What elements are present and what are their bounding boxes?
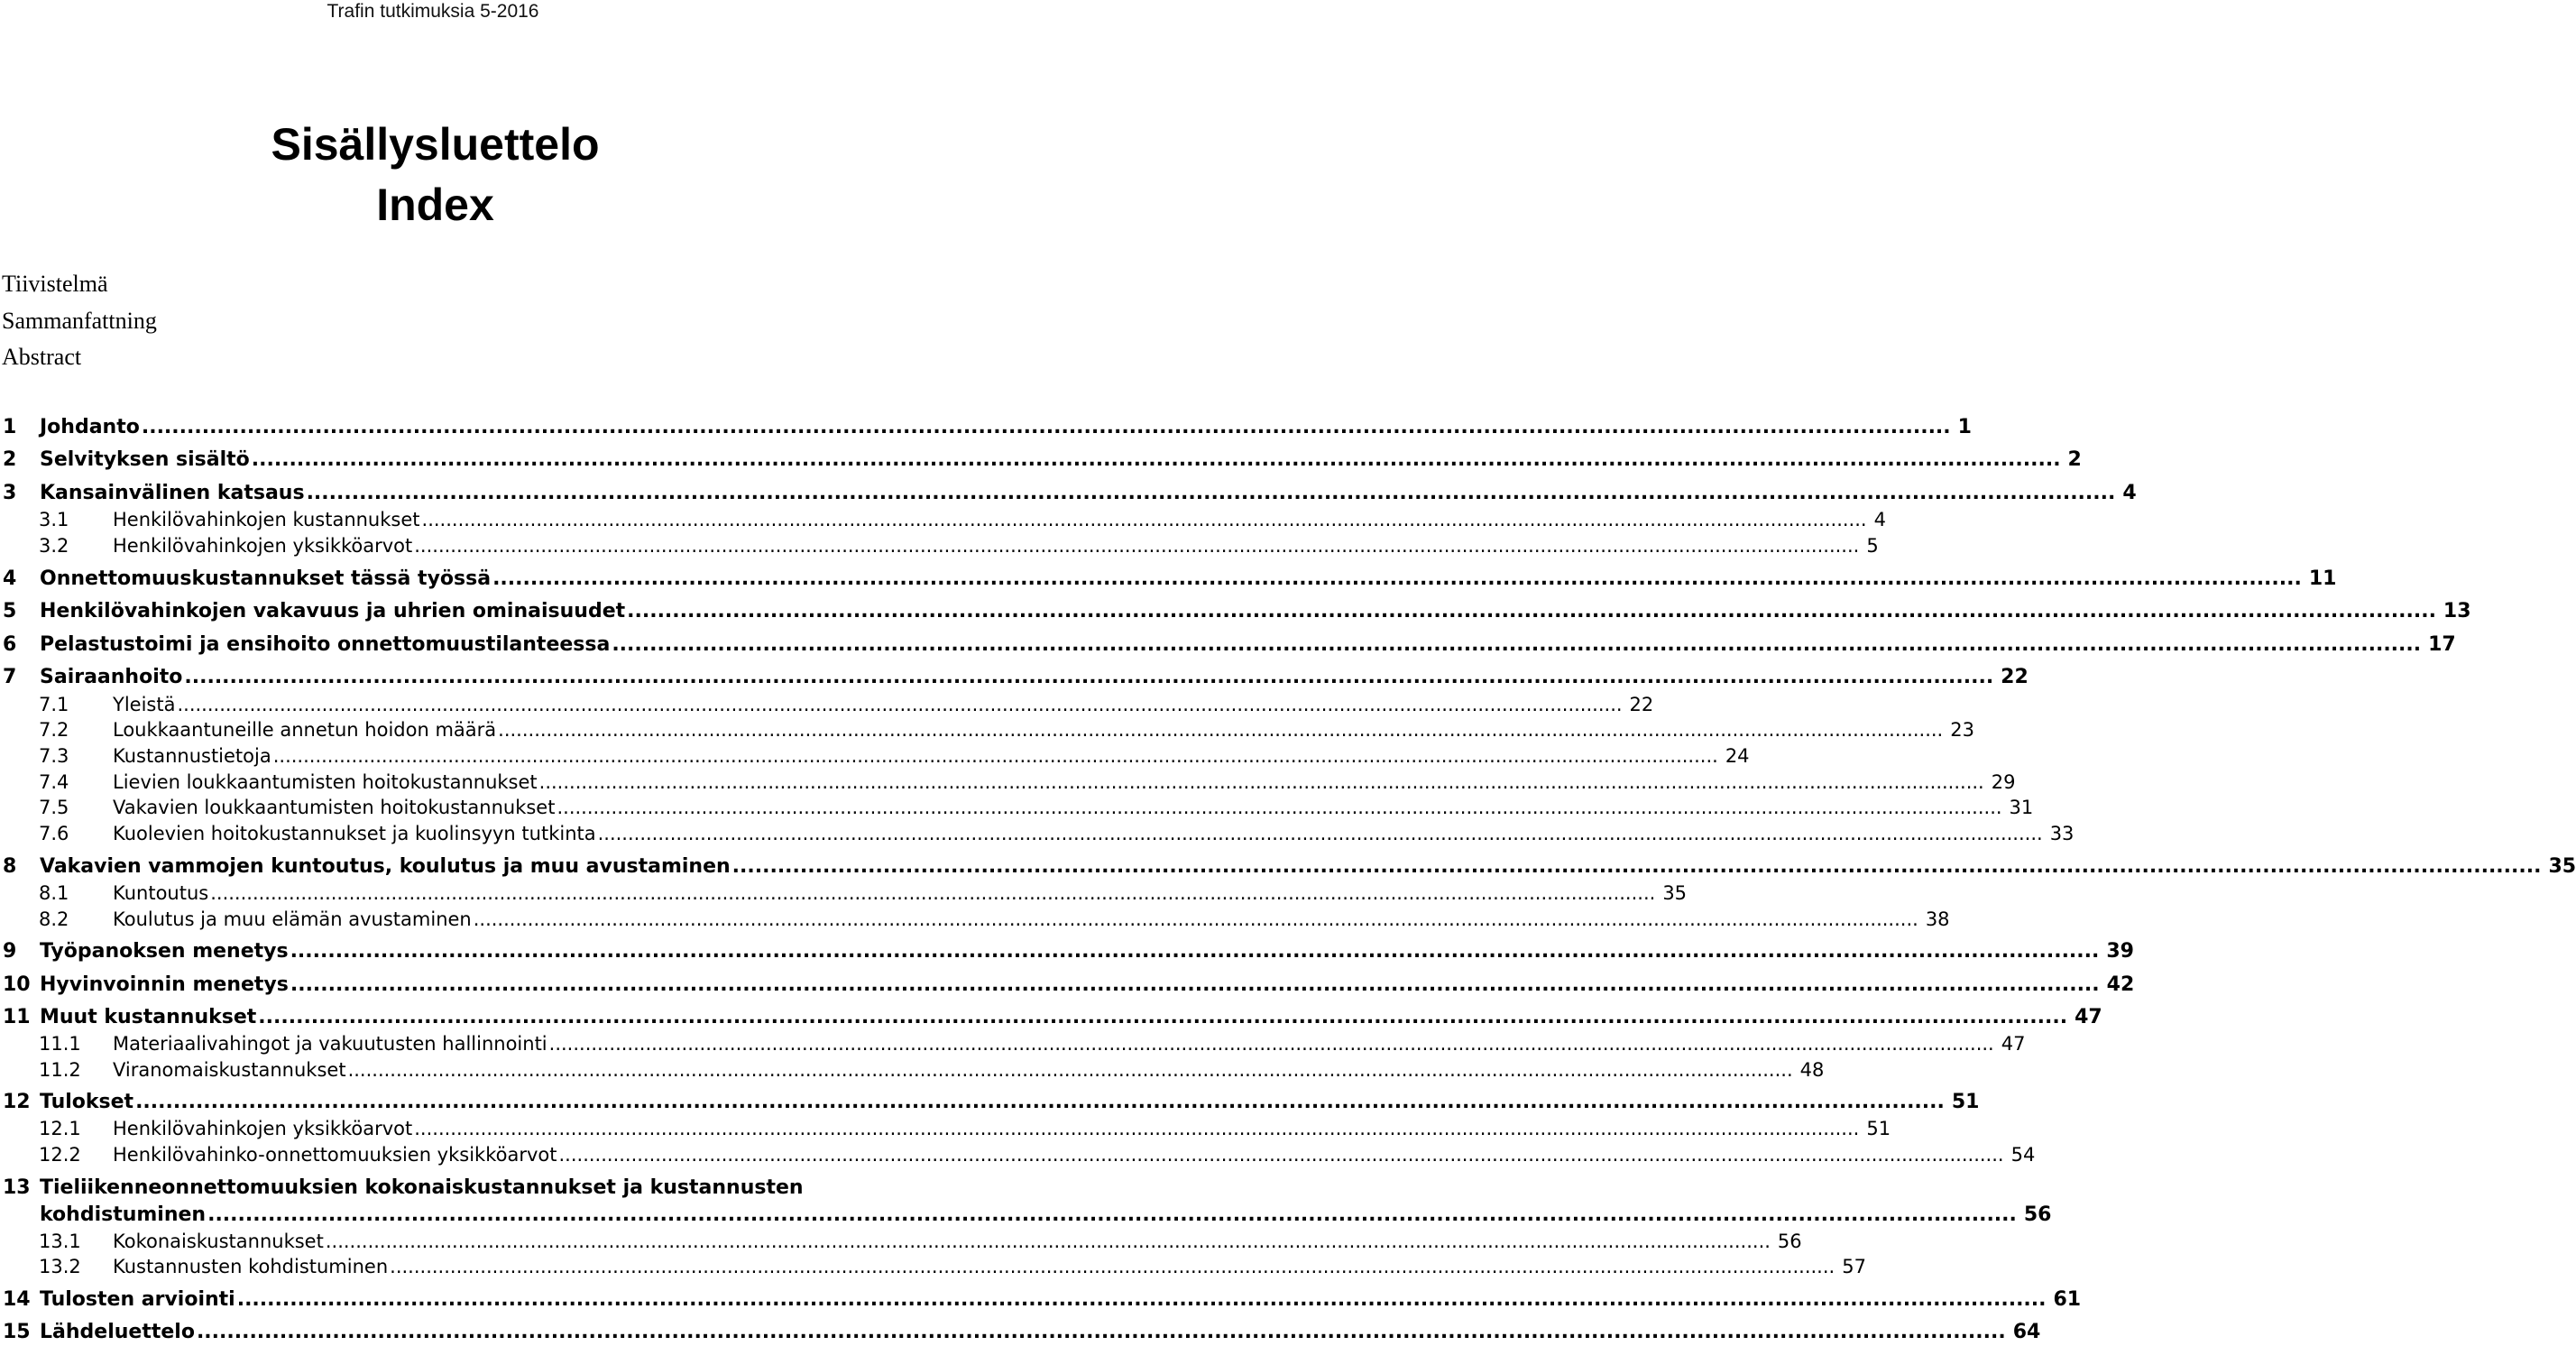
toc-entry-13-2[interactable] — [0, 1254, 1866, 1280]
toc-label: Pelastustoimi ja ensihoito onnettomuustilanteessa — [40, 633, 611, 656]
toc-entry-8[interactable] — [0, 853, 2576, 880]
toc-leader — [324, 1229, 1772, 1255]
toc-entry-7-5[interactable] — [0, 795, 2034, 821]
toc-leader — [555, 795, 2003, 821]
toc-page: 33 — [2049, 823, 2075, 844]
toc-page: 48 — [1799, 1059, 1825, 1081]
toc-leader — [412, 1116, 1861, 1142]
toc-entry-14[interactable] — [0, 1286, 2082, 1314]
toc-entry-7-2[interactable] — [0, 717, 1974, 743]
toc-leader — [420, 507, 1869, 533]
toc-leader — [388, 1254, 1836, 1280]
toc-leader — [208, 880, 1657, 907]
toc-entry-6[interactable] — [0, 632, 2456, 659]
toc-leader — [289, 972, 2102, 999]
toc-leader — [491, 566, 2304, 593]
toc-label: Henkilövahinko-onnettomuuksien yksikköarvot — [113, 1144, 557, 1166]
toc-leader — [596, 821, 2045, 847]
toc-number: 2 — [3, 448, 17, 471]
toc-label: Yleistä — [113, 694, 176, 715]
toc-leader — [472, 907, 1920, 933]
toc-page: 56 — [1777, 1231, 1802, 1252]
toc-leader — [271, 743, 1720, 770]
toc-leader — [182, 664, 1995, 691]
toc-entry-11[interactable] — [0, 1004, 2102, 1031]
toc-number: 8.1 — [39, 882, 69, 904]
toc-number: 7.6 — [39, 823, 69, 844]
toc-number: 1 — [3, 416, 17, 438]
toc-label: Kustannustietoja — [113, 745, 271, 767]
toc-entry-12[interactable] — [0, 1089, 1980, 1116]
toc-page: 35 — [2548, 855, 2576, 878]
toc-page: 17 — [2428, 633, 2456, 656]
toc-entry-7[interactable] — [0, 664, 2029, 691]
front-matter-abstract[interactable]: Abstract — [2, 344, 82, 370]
toc-number: 3.1 — [39, 509, 69, 530]
toc-entry-13-line1[interactable] — [0, 1175, 863, 1202]
toc-leader — [250, 447, 2063, 474]
toc-page: 47 — [2075, 1006, 2102, 1028]
toc-label: Materiaalivahingot ja vakuutusten hallinnointi — [113, 1033, 547, 1055]
toc-label: Henkilövahinkojen vakavuus ja uhrien ominaisuudet — [40, 600, 626, 622]
running-header: Trafin tutkimuksia 5-2016 — [327, 1, 539, 22]
toc-page: 11 — [2308, 567, 2337, 590]
toc-number: 7.3 — [39, 745, 69, 767]
toc-entry-4[interactable] — [0, 566, 2337, 593]
toc-number: 7.1 — [39, 694, 69, 715]
toc-leader — [610, 632, 2423, 659]
toc-entry-8-2[interactable] — [0, 907, 1950, 933]
front-matter-tiivistelma[interactable]: Tiivistelmä — [2, 271, 108, 297]
toc-number: 13 — [3, 1176, 31, 1199]
toc-label: Kuntoutus — [113, 882, 209, 904]
toc-number: 9 — [3, 940, 17, 963]
toc-label: Vakavien vammojen kuntoutus, koulutus ja muu avustaminen — [40, 855, 731, 878]
toc-page: 22 — [2001, 666, 2029, 688]
toc-entry-3[interactable] — [0, 480, 2137, 507]
toc-page: 1 — [1957, 416, 1972, 438]
toc-page: 38 — [1925, 908, 1950, 930]
toc-page: 24 — [1725, 745, 1750, 767]
toc-page: 39 — [2106, 940, 2134, 963]
toc-label: Kansainvälinen katsaus — [40, 482, 305, 504]
toc-leader — [140, 414, 1953, 441]
toc-leader — [412, 533, 1861, 559]
toc-entry-7-3[interactable] — [0, 743, 1750, 770]
toc-entry-2[interactable] — [0, 447, 2082, 474]
toc-entry-1[interactable] — [0, 414, 1972, 441]
toc-entry-11-1[interactable] — [0, 1031, 2026, 1057]
toc-leader — [547, 1031, 1996, 1057]
toc-label: Loukkaantuneille annetun hoidon määrä — [113, 719, 497, 741]
toc-label: Selvityksen sisältö — [40, 448, 250, 471]
toc-leader — [235, 1286, 2048, 1314]
toc-label: Viranomaiskustannukset — [113, 1059, 346, 1081]
toc-entry-7-6[interactable] — [0, 821, 2075, 847]
toc-label: Lähdeluettelo — [40, 1321, 195, 1343]
toc-entry-7-4[interactable] — [0, 770, 2016, 796]
toc-label-continued: kohdistuminen — [40, 1203, 207, 1226]
toc-number: 12.1 — [39, 1118, 81, 1139]
toc-leader — [206, 1202, 2019, 1229]
toc-number: 11.2 — [39, 1059, 81, 1081]
toc-entry-13[interactable] — [0, 1202, 2052, 1229]
toc-number: 12 — [3, 1091, 31, 1113]
toc-label: Tulokset — [40, 1091, 134, 1113]
toc-number: 7 — [3, 666, 17, 688]
toc-number: 11 — [3, 1006, 31, 1028]
toc-leader — [133, 1089, 1946, 1116]
toc-number: 13.1 — [39, 1231, 81, 1252]
toc-entry-12-2[interactable] — [0, 1142, 2036, 1168]
toc-label: Kuolevien hoitokustannukset ja kuolinsyyn tutkinta — [113, 823, 596, 844]
page-title: Sisällysluettelo — [271, 119, 600, 170]
toc-entry-5[interactable] — [0, 598, 2471, 625]
toc-page: 5 — [1866, 535, 1879, 557]
toc-page: 31 — [2009, 797, 2034, 818]
toc-number: 5 — [3, 600, 17, 622]
toc-page: 56 — [2023, 1203, 2052, 1226]
toc-entry-13-1[interactable] — [0, 1229, 1802, 1255]
toc-page: 54 — [2010, 1144, 2036, 1166]
toc-leader — [731, 853, 2544, 880]
toc-leader — [195, 1319, 2008, 1346]
toc-page: 13 — [2443, 600, 2471, 622]
toc-label: Tulosten arviointi — [40, 1288, 235, 1311]
toc-page: 42 — [2106, 973, 2135, 996]
toc-leader — [538, 770, 1986, 796]
toc-label: Onnettomuuskustannukset tässä työssä — [40, 567, 492, 590]
toc-entry-8-1[interactable] — [0, 880, 1688, 907]
toc-page: 47 — [2001, 1033, 2026, 1055]
toc-entry-11-2[interactable] — [0, 1057, 1825, 1083]
toc-page: 29 — [1991, 771, 2016, 793]
toc-page: 35 — [1662, 882, 1688, 904]
toc-number: 11.1 — [39, 1033, 81, 1055]
toc-number: 3 — [3, 482, 17, 504]
toc-label: Vakavien loukkaantumisten hoitokustannukset — [113, 797, 556, 818]
page-subtitle: Index — [376, 180, 494, 230]
toc-leader — [256, 1004, 2069, 1031]
toc-entry-10[interactable] — [0, 972, 2135, 999]
toc-leader — [289, 938, 2102, 965]
toc-number: 8.2 — [39, 908, 69, 930]
toc-number: 4 — [3, 567, 17, 590]
toc-number: 12.2 — [39, 1144, 81, 1166]
toc-leader — [175, 692, 1624, 718]
toc-label: Kokonaiskustannukset — [113, 1231, 324, 1252]
toc-number: 10 — [3, 973, 31, 996]
toc-entry-7-1[interactable] — [0, 692, 1654, 718]
toc-leader — [346, 1057, 1795, 1083]
toc-label: Henkilövahinkojen kustannukset — [113, 509, 420, 530]
toc-page: 4 — [2122, 482, 2137, 504]
toc-entry-3-1[interactable] — [0, 507, 1886, 533]
toc-number: 7.4 — [39, 771, 69, 793]
toc-leader — [496, 717, 1945, 743]
toc-entry-12-1[interactable] — [0, 1116, 1891, 1142]
toc-label: Kustannusten kohdistuminen — [113, 1256, 389, 1277]
toc-page: 51 — [1951, 1091, 1980, 1113]
toc-number: 3.2 — [39, 535, 69, 557]
toc-page: 64 — [2012, 1321, 2041, 1343]
toc-label: Hyvinvoinnin menetys — [40, 973, 289, 996]
toc-leader — [305, 480, 2118, 507]
toc-leader — [625, 598, 2438, 625]
toc-number: 15 — [3, 1321, 31, 1343]
toc-label: Sairaanhoito — [40, 666, 183, 688]
toc-entry-9[interactable] — [0, 938, 2134, 965]
toc-page: 57 — [1842, 1256, 1866, 1277]
toc-label: Työpanoksen menetys — [40, 940, 289, 963]
toc-page: 4 — [1873, 509, 1886, 530]
toc-page: 61 — [2053, 1288, 2082, 1311]
toc-page: 22 — [1629, 694, 1654, 715]
toc-label: Lievien loukkaantumisten hoitokustannukset — [113, 771, 538, 793]
toc-label: Koulutus ja muu elämän avustaminen — [113, 908, 472, 930]
toc-number: 8 — [3, 855, 17, 878]
toc-number: 6 — [3, 633, 17, 656]
toc-label: Tieliikenneonnettomuuksien kokonaiskustannukset ja kustannusten — [40, 1176, 804, 1199]
toc-label: Henkilövahinkojen yksikköarvot — [113, 535, 413, 557]
toc-number: 7.5 — [39, 797, 69, 818]
toc-entry-15[interactable] — [0, 1319, 2041, 1346]
toc-number: 14 — [3, 1288, 31, 1311]
toc-page: 2 — [2067, 448, 2082, 471]
front-matter-sammanfattning[interactable]: Sammanfattning — [2, 308, 157, 334]
toc-label: Muut kustannukset — [40, 1006, 257, 1028]
toc-label: Johdanto — [40, 416, 140, 438]
toc-label: Henkilövahinkojen yksikköarvot — [113, 1118, 413, 1139]
toc-page: 23 — [1950, 719, 1974, 741]
toc-page: 51 — [1866, 1118, 1891, 1139]
toc-entry-3-2[interactable] — [0, 533, 1879, 559]
toc-number: 13.2 — [39, 1256, 81, 1277]
toc-leader — [557, 1142, 2006, 1168]
toc-number: 7.2 — [39, 719, 69, 741]
